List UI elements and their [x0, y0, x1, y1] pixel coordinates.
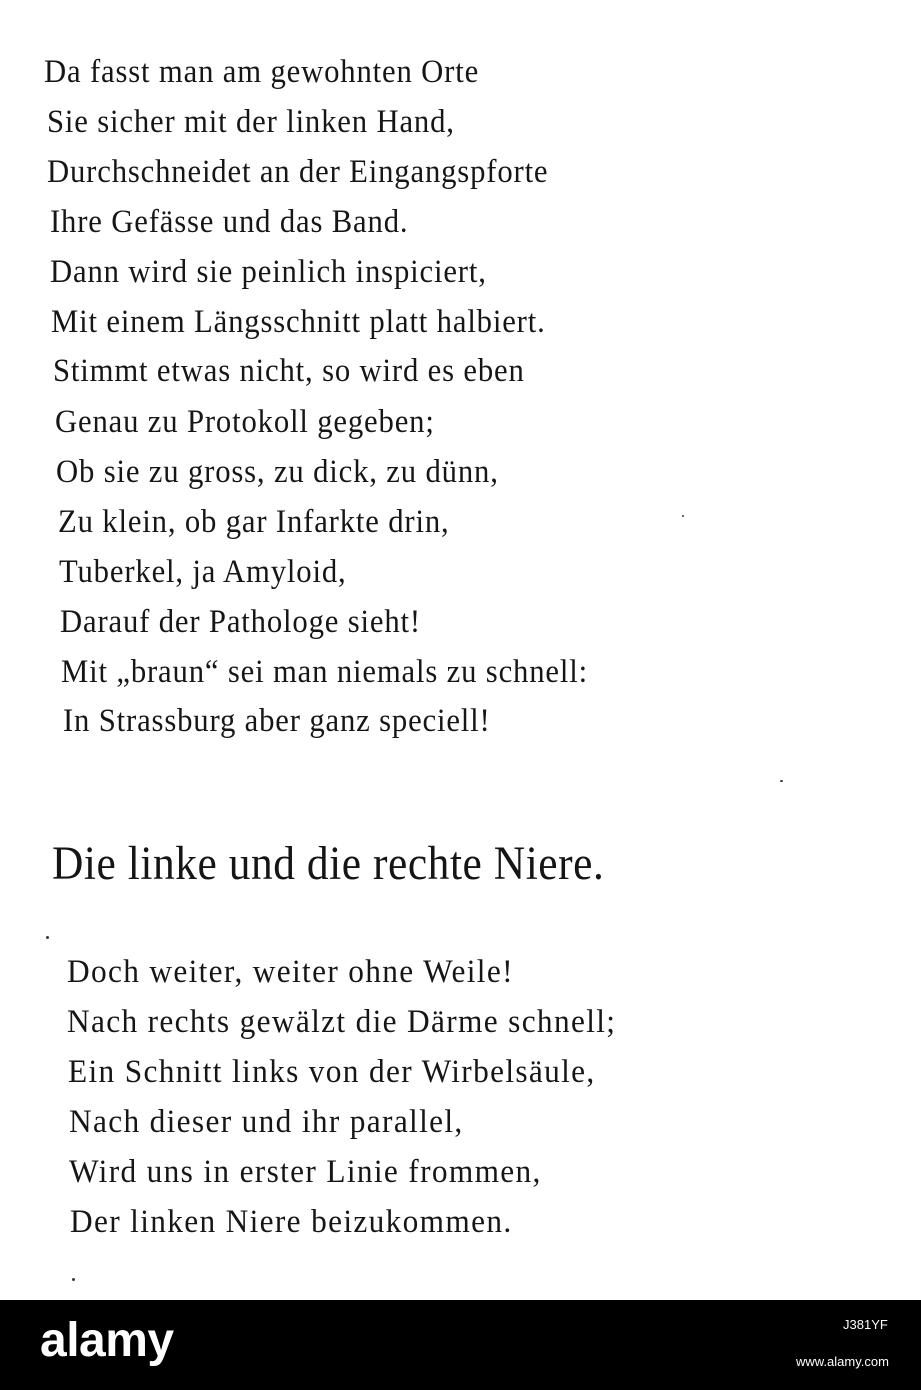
verse-line: Da fasst man am gewohnten Orte — [44, 54, 480, 90]
verse-line: Wird uns in erster Linie frommen, — [69, 1154, 542, 1190]
verse-line: Ob sie zu gross, zu dick, zu dünn, — [56, 454, 499, 490]
scan-speck — [46, 936, 49, 939]
alamy-logo: alamy — [40, 1314, 174, 1367]
verse-line: Der linken Niere beizukommen. — [70, 1204, 513, 1240]
verse-line: In Strassburg aber ganz speciell! — [63, 703, 491, 739]
scan-speck — [72, 1278, 75, 1281]
image-id-label: J381YF — [843, 1317, 888, 1332]
verse-line: Stimmt etwas nicht, so wird es eben — [53, 353, 525, 389]
verse-line: Dann wird sie peinlich inspiciert, — [50, 254, 487, 290]
verse-line: Genau zu Protokoll gegeben; — [55, 404, 435, 440]
verse-line: Mit „braun“ sei man niemals zu schnell: — [61, 654, 588, 690]
verse-line: Tuberkel, ja Amyloid, — [59, 554, 347, 590]
verse-line: Durchschneidet an der Eingangspforte — [47, 154, 549, 190]
verse-line: Darauf der Pathologe sieht! — [60, 604, 421, 640]
scan-speck — [682, 515, 684, 517]
verse-line: Sie sicher mit der linken Hand, — [47, 104, 455, 140]
verse-line: Zu klein, ob gar Infarkte drin, — [58, 504, 450, 540]
verse-line: Mit einem Längsschnitt platt halbiert. — [51, 304, 546, 340]
verse-line: Ihre Gefässe und das Band. — [50, 204, 409, 240]
verse-line: Doch weiter, weiter ohne Weile! — [67, 954, 514, 990]
site-url-label: www.alamy.com — [796, 1354, 889, 1369]
verse-line: Nach dieser und ihr parallel, — [69, 1104, 464, 1140]
verse-line: Ein Schnitt links von der Wirbelsäule, — [68, 1054, 596, 1090]
scan-speck — [780, 780, 783, 782]
section-heading: Die linke und die rechte Niere. — [52, 837, 605, 890]
verse-line: Nach rechts gewälzt die Därme schnell; — [67, 1004, 617, 1040]
